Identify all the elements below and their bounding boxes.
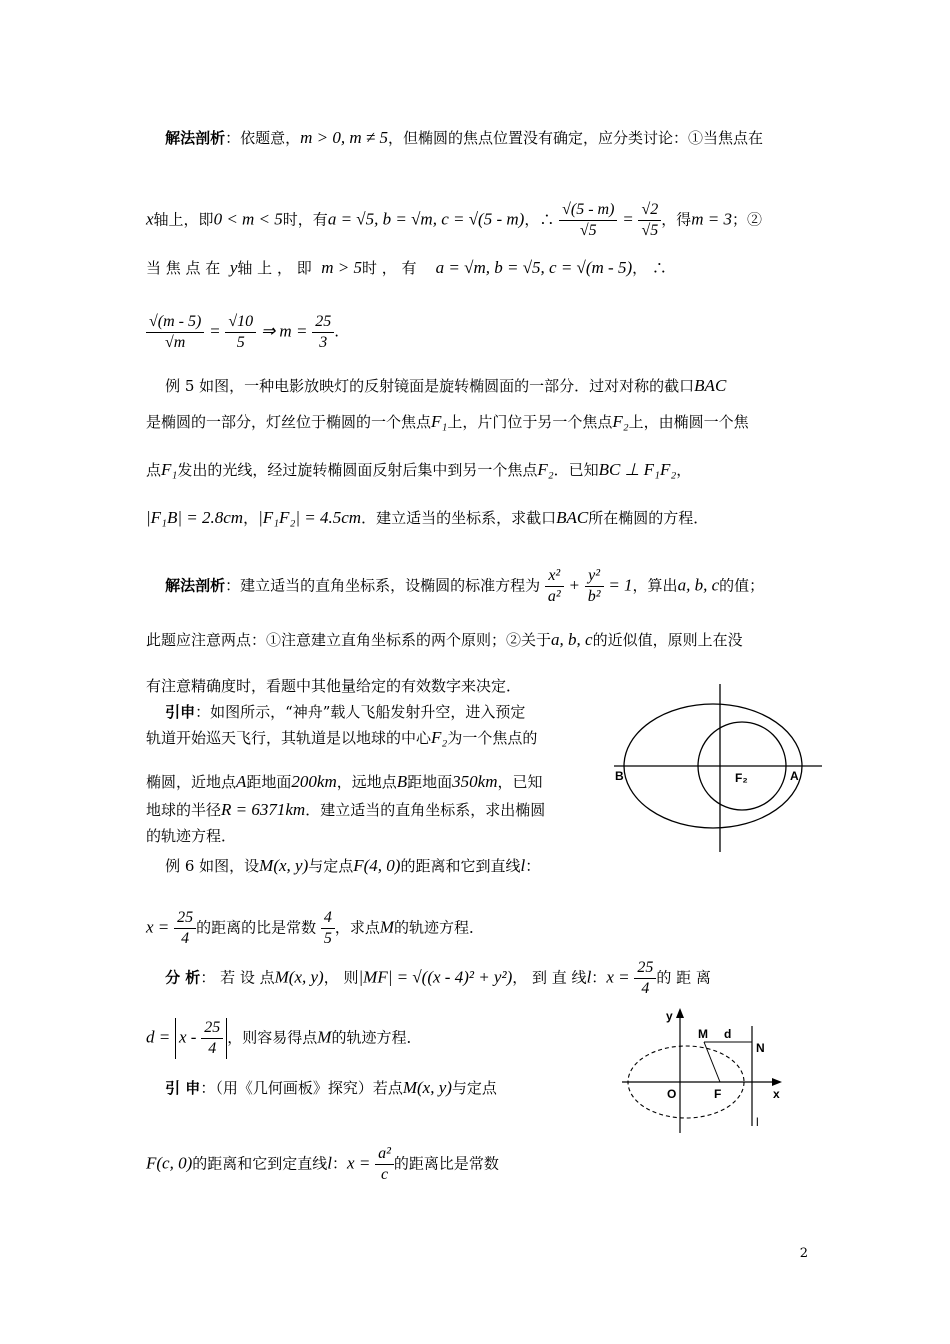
yin1-line2 xyxy=(146,728,537,748)
fraction xyxy=(201,1018,223,1059)
math: F₂ xyxy=(431,728,448,747)
math: a = √m, b = √5, c = √(m - 5) xyxy=(435,258,633,277)
math: l xyxy=(327,1153,333,1173)
text: ：如图所示，“神舟”载人飞船发射升空，进入预定 xyxy=(195,703,526,721)
text: 点 xyxy=(146,461,162,479)
fraction xyxy=(545,566,564,607)
text: 例 6 如图，设 xyxy=(165,857,260,875)
text: ．建立适当的坐标系，求截口 xyxy=(361,509,557,527)
y-arrow xyxy=(676,1008,684,1018)
math: M xyxy=(379,917,395,937)
numerator: 25 xyxy=(174,908,196,929)
text: ： 若 设 点 xyxy=(200,968,275,987)
text: 的轨迹方程． xyxy=(146,827,237,845)
math: x = xyxy=(146,917,170,937)
text: 的轨迹方程． xyxy=(331,1028,422,1047)
text: 轴上，即 xyxy=(153,210,214,229)
denominator: 4 xyxy=(641,980,650,997)
abs-value xyxy=(175,1018,227,1059)
text: 的距离和它到直线 xyxy=(400,857,521,875)
text: 与定点 xyxy=(308,857,354,875)
math: + xyxy=(568,575,580,595)
text: 地球的半径 xyxy=(146,801,222,819)
label-O: O xyxy=(667,1087,677,1101)
math: M xyxy=(317,1027,332,1047)
text: 距地面 xyxy=(246,773,292,791)
text: ，已知 xyxy=(497,773,543,791)
p1-line1 xyxy=(146,128,763,148)
yin1-line1 xyxy=(146,702,525,722)
math: A xyxy=(236,772,247,791)
denominator: √5 xyxy=(579,222,597,239)
text: ；② xyxy=(732,210,763,229)
label-d: d xyxy=(724,1027,732,1041)
math: BAC xyxy=(556,508,589,527)
fraction xyxy=(174,908,196,949)
numerator: 4 xyxy=(321,908,335,929)
label-F: F xyxy=(714,1087,722,1101)
math: = 1 xyxy=(608,575,633,595)
text: 例 5 如图，一种电影放映灯的反射镜面是旋转椭圆面的一部分．过对对称的截口 xyxy=(165,377,695,395)
text: 的近似值，原则上在没 xyxy=(592,631,743,649)
text: ， 到 直 线 xyxy=(512,968,587,987)
numerator: √10 xyxy=(225,312,256,333)
math: |F₁F₂| = 4.5cm xyxy=(258,508,362,527)
fraction xyxy=(312,312,334,353)
numerator: x² xyxy=(545,566,564,587)
mf-segment xyxy=(704,1042,720,1082)
p2-line1 xyxy=(146,566,764,607)
numerator: y² xyxy=(585,566,604,587)
text: ， ∴ xyxy=(632,259,667,277)
label-A: A xyxy=(790,769,799,783)
page-number: 2 xyxy=(799,1246,808,1261)
numerator: a² xyxy=(375,1144,394,1165)
math: 200km xyxy=(291,772,337,791)
text: ， xyxy=(243,509,259,527)
fraction xyxy=(321,908,335,949)
math: B xyxy=(396,772,408,791)
label-l: l xyxy=(756,1115,759,1129)
fx-line1 xyxy=(146,958,711,999)
text: ．已知 xyxy=(553,461,599,479)
fraction xyxy=(559,200,617,241)
text: 距地面 xyxy=(407,773,453,791)
fx-label: 分 析 xyxy=(165,968,201,987)
math: m > 0, m ≠ 5 xyxy=(300,128,388,147)
numerator: √2 xyxy=(638,200,661,221)
yin1-label: 引申 xyxy=(165,703,196,721)
p2-line3 xyxy=(146,676,521,696)
math: F₂ xyxy=(612,412,629,431)
text: ，算出 xyxy=(632,576,678,595)
text: 时 ， 有 xyxy=(362,259,417,277)
p1-line4: $\frac{√(m - 5)}{√m}$ = $\frac{√10}{5}$ ⇒ m = $\frac{25}{3}$ . xyxy=(146,312,339,353)
text: ，则容易得点 xyxy=(227,1028,318,1047)
ex5-line3 xyxy=(146,460,691,480)
denominator: √m xyxy=(164,334,186,351)
text: 此题应注意两点：①注意建立直角坐标系的两个原则；②关于 xyxy=(146,631,552,649)
text: 当 焦 点 在 xyxy=(146,259,221,277)
numerator: 25 xyxy=(312,312,334,333)
text: 的 距 离 xyxy=(656,968,711,987)
yin2-line2 xyxy=(146,1144,499,1185)
math: m > 5 xyxy=(321,258,363,277)
text: ．建立适当的直角坐标系，求出椭圆 xyxy=(305,801,546,819)
math: y xyxy=(229,258,238,277)
math: M(x, y) xyxy=(259,856,309,875)
math: 350km xyxy=(452,772,498,791)
text: ：（用《几何画板》探究）若点 xyxy=(200,1079,403,1097)
denominator: 4 xyxy=(208,1040,217,1057)
label-y: y xyxy=(666,1009,673,1023)
denominator: 4 xyxy=(181,930,190,947)
math: F₁ xyxy=(161,460,178,479)
fraction xyxy=(634,958,656,999)
math: F(4, 0) xyxy=(353,856,401,875)
math: a, b, c xyxy=(677,575,720,595)
numerator: √(5 - m) xyxy=(559,200,617,221)
math: x - xyxy=(179,1027,197,1047)
text: ， xyxy=(676,461,692,479)
text: 上，由椭圆一个焦 xyxy=(628,413,749,431)
p2-line2 xyxy=(146,630,743,650)
denominator: √5 xyxy=(641,222,659,239)
text: 发出的光线，经过旋转椭圆面反射后集中到另一个焦点 xyxy=(177,461,538,479)
denominator: b² xyxy=(587,588,601,605)
text: ，得 xyxy=(661,210,692,229)
math: = xyxy=(622,209,634,229)
p1-label: 解法剖析 xyxy=(165,129,226,147)
math: M(x, y) xyxy=(402,1078,452,1097)
math: x = xyxy=(347,1153,371,1173)
text: 的距离的比是常数 xyxy=(196,918,317,937)
text: ： xyxy=(332,1154,348,1173)
math: l xyxy=(520,856,526,875)
text: ：依题意， xyxy=(225,129,301,147)
ex5-line2 xyxy=(146,412,749,432)
yin2-label: 引 申 xyxy=(165,1079,201,1097)
text: 的距离比是常数 xyxy=(393,1154,499,1173)
text: 的轨迹方程． xyxy=(394,918,485,937)
denominator: 5 xyxy=(323,930,332,947)
text: 轴 上 ， 即 xyxy=(237,259,312,277)
fraction xyxy=(225,312,256,353)
label-N: N xyxy=(756,1041,765,1055)
denominator: c xyxy=(380,1166,389,1183)
p1-line3 xyxy=(146,258,667,278)
math: l xyxy=(586,967,592,987)
text: 为一个焦点的 xyxy=(447,729,538,747)
math: BC ⊥ F₁F₂ xyxy=(598,460,677,479)
text: ，求点 xyxy=(334,918,380,937)
p1-line2 xyxy=(146,200,762,241)
label-B: B xyxy=(615,769,624,783)
math: F₂ xyxy=(537,460,554,479)
math: M(x, y) xyxy=(274,967,324,987)
math: a, b, c xyxy=(551,630,593,649)
text: ： xyxy=(525,857,541,875)
math: m = 3 xyxy=(691,209,733,229)
text: 有注意精确度时，看题中其他量给定的有效数字来决定． xyxy=(146,677,522,695)
label-x: x xyxy=(773,1087,780,1101)
text: ：建立适当的直角坐标系，设椭圆的标准方程为 xyxy=(225,576,541,595)
yin2-line1 xyxy=(146,1078,497,1098)
fx-line2 xyxy=(146,1018,421,1059)
ex5-line1 xyxy=(146,376,726,396)
fraction xyxy=(638,200,661,241)
p2-label: 解法剖析 xyxy=(165,576,226,595)
math: ⇒ m = xyxy=(260,321,308,341)
denominator: a² xyxy=(547,588,561,605)
text: 所在椭圆的方程． xyxy=(588,509,709,527)
yin1-line5 xyxy=(146,826,236,846)
math: = xyxy=(209,321,221,341)
math: a = √5, b = √m, c = √(5 - m) xyxy=(327,209,525,229)
fraction xyxy=(146,312,204,353)
text: 是椭圆的一部分，灯丝位于椭圆的一个焦点 xyxy=(146,413,432,431)
math: 0 < m < 5 xyxy=(213,209,283,229)
ex5-line4 xyxy=(146,508,708,528)
x-arrow xyxy=(772,1078,782,1086)
label-M: M xyxy=(698,1027,708,1041)
yin1-line3 xyxy=(146,772,543,792)
text: 的距离和它到定直线 xyxy=(192,1154,328,1173)
text: ，但椭圆的焦点位置没有确定，应分类讨论：①当焦点在 xyxy=(387,129,763,147)
text: ， 则 xyxy=(323,968,359,987)
text: 上，片门位于另一个焦点 xyxy=(447,413,613,431)
math: R = 6371km xyxy=(221,800,306,819)
denominator: 3 xyxy=(319,334,328,351)
text: 与定点 xyxy=(451,1079,497,1097)
fraction xyxy=(375,1144,394,1185)
math: x xyxy=(146,209,154,229)
text: ，∴ xyxy=(524,210,555,229)
fraction xyxy=(585,566,604,607)
text: 轨道开始巡天飞行，其轨道是以地球的中心 xyxy=(146,729,432,747)
text: ，远地点 xyxy=(336,773,397,791)
ex6-line2 xyxy=(146,908,484,949)
numerator: √(m - 5) xyxy=(146,312,204,333)
math: BAC xyxy=(694,376,727,395)
text: ： xyxy=(591,968,607,987)
numerator: 25 xyxy=(201,1018,223,1039)
text: 椭圆，近地点 xyxy=(146,773,237,791)
label-F2: F₂ xyxy=(735,771,748,785)
orbit-figure xyxy=(612,684,824,852)
ex6-line1 xyxy=(146,856,540,876)
text: 时，有 xyxy=(282,210,328,229)
ellipse-directrix-figure xyxy=(620,1008,790,1140)
math: x = xyxy=(606,967,630,987)
math: F(c, 0) xyxy=(146,1153,193,1173)
math: d = xyxy=(146,1027,171,1047)
text: 的值； xyxy=(719,576,765,595)
math: |F₁B| = 2.8cm xyxy=(146,508,244,527)
math: F₁ xyxy=(431,412,448,431)
yin1-line4 xyxy=(146,800,545,820)
numerator: 25 xyxy=(634,958,656,979)
math: |MF| = √((x - 4)² + y²) xyxy=(358,967,513,987)
denominator: 5 xyxy=(236,334,245,351)
